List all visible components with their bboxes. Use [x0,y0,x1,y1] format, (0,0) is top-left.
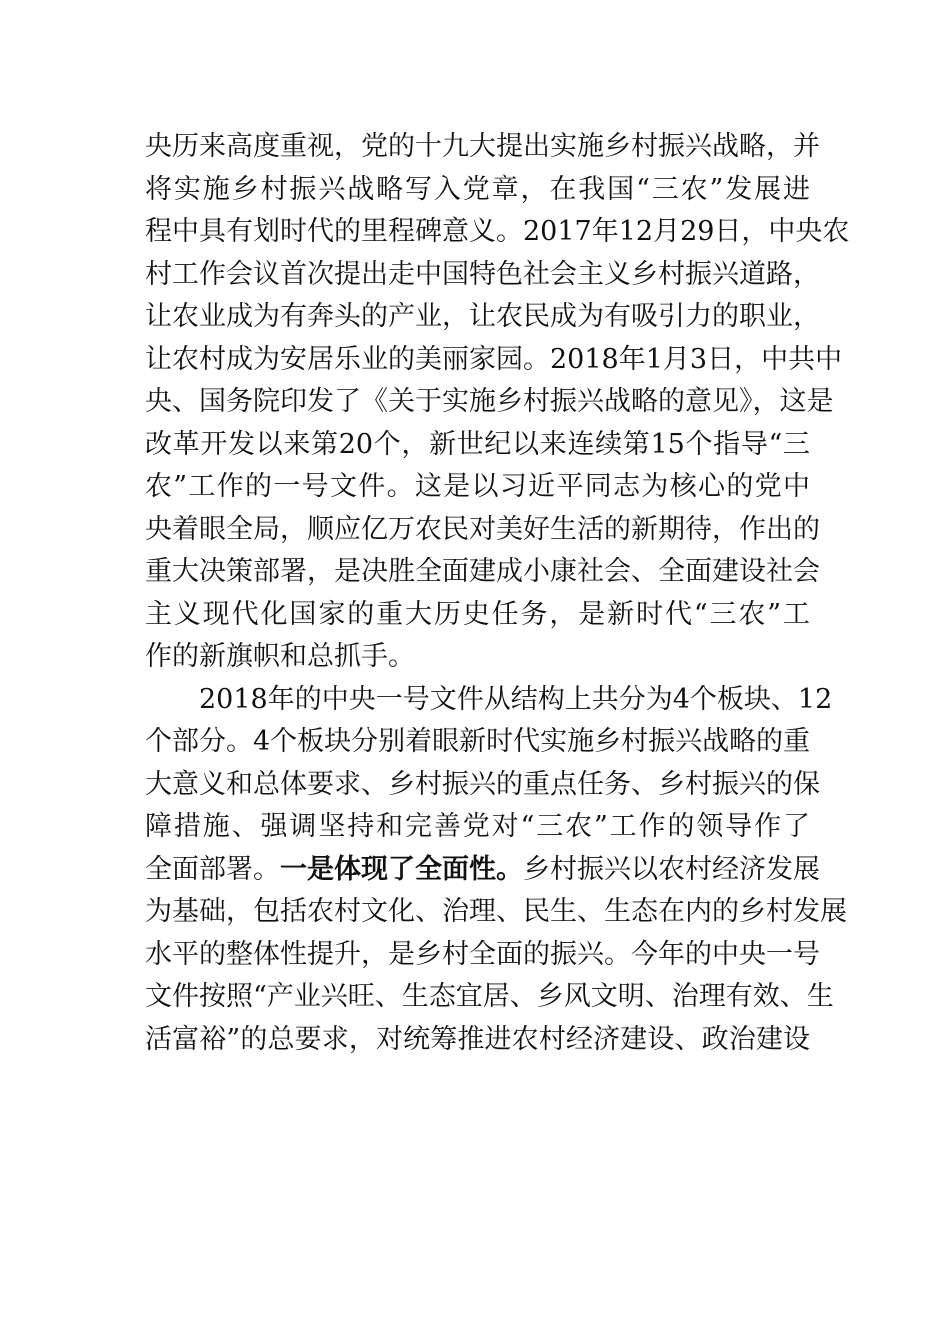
text-line: 作的新旗帜和总抓手。 [145,641,415,672]
text-line: 文件按照“产业兴旺、生态宜居、乡风文明、治理有效、生 [145,981,834,1012]
text-line: 重大决策部署，是决胜全面建成小康社会、全面建设社会 [145,556,820,587]
text-line: 让农村成为安居乐业的美丽家园。2018年1月3日，中共中 [145,343,843,375]
text-line: 个部分。4个板块分别着眼新时代实施乡村振兴战略的重 [145,726,811,757]
bold-emphasis: 一是体现了全面性。 [280,853,523,885]
text-line: 让农业成为有奔头的产业，让农民成为有吸引力的职业， [145,301,820,332]
text-line: 农”工作的一号文件。这是以习近平同志为核心的党中 [145,471,810,502]
text-line: 障措施、强调坚持和完善党对“三农”工作的领导作了 [145,811,810,842]
text-line: 央着眼全局，顺应亿万农民对美好生活的新期待，作出的 [145,513,820,545]
text-line: 主义现代化国家的重大历史任务，是新时代“三农”工 [145,598,810,630]
body-text [145,126,850,1061]
paragraph-first-line: 2018年的中央一号文件从结构上共分为4个板块、12 [199,683,833,715]
text-line: 央历来高度重视，党的十九大提出实施乡村振兴战略，并 [145,131,820,162]
text-line: 程中具有划时代的里程碑意义。2017年12月29日，中央农 [145,216,850,247]
text-segment: 乡村振兴以农村经济发展 [523,853,820,885]
text-line: 水平的整体性提升，是乡村全面的振兴。今年的中央一号 [145,938,820,970]
text-line: 为基础，包括农村文化、治理、民生、生态在内的乡村发展 [145,896,847,927]
text-line: 改革开发以来第20个，新世纪以来连续第15个指导“三 [145,428,810,460]
text-line: 大意义和总体要求、乡村振兴的重点任务、乡村振兴的保 [145,768,820,800]
text-segment: 全面部署。 [145,853,280,885]
text-line-with-emphasis [145,849,820,892]
text-line: 央、国务院印发了《关于实施乡村振兴战略的意见》，这是 [145,386,834,417]
text-line: 将实施乡村振兴战略写入党章，在我国“三农”发展进 [145,173,810,205]
text-line: 村工作会议首次提出走中国特色社会主义乡村振兴道路， [145,258,820,290]
text-line: 活富裕”的总要求，对统筹推进农村经济建设、政治建设 [145,1023,810,1055]
